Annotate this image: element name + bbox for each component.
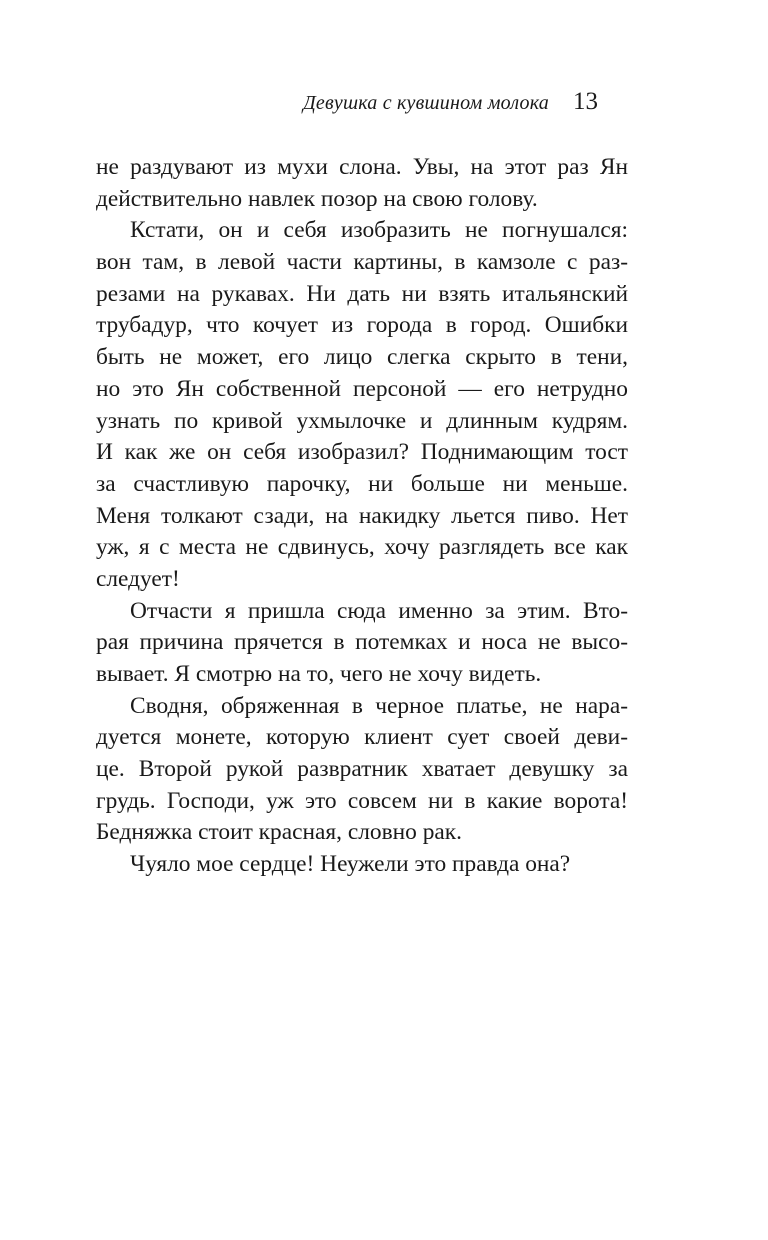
text-line: за счастливую парочку, ни больше ни меньше. — [96, 470, 628, 497]
text-line: быть не может, его лицо слегка скрыто в тени, — [96, 344, 628, 371]
text-line: И как же он себя изобразил? Поднимающим тост — [96, 439, 628, 466]
body-text — [96, 152, 628, 881]
text-line: но это Ян собственной персоной — его нетрудно — [96, 375, 628, 402]
text-line: рая причина прячется в потемках и носа не высо- — [96, 629, 628, 656]
text-line: Бедняжка стоит красная, словно рак. — [96, 819, 462, 846]
text-line: Сводня, обряженная в черное платье, не нара- — [130, 692, 628, 719]
text-line: действительно навлек позор на свою голову. — [96, 185, 538, 212]
text-line: вывает. Я смотрю на то, чего не хочу видеть. — [96, 661, 542, 687]
text-line: це. Второй рукой развратник хватает девушку за — [96, 756, 628, 783]
text-line: Отчасти я пришла сюда именно за этим. Вто- — [130, 597, 628, 624]
text-line: дуется монете, которую клиент сует своей деви- — [96, 724, 628, 751]
text-line: грудь. Господи, уж это совсем ни в какие ворота! — [96, 787, 628, 814]
text-line: следует! — [96, 565, 180, 592]
text-line: Чуяло мое сердце! Неужели это правда она? — [130, 851, 571, 878]
text-line: уж, я с места не сдвинусь, хочу разглядеть все как — [96, 534, 628, 561]
text-line: не раздувают из мухи слона. Увы, на этот раз Ян — [96, 154, 628, 180]
page-number: 13 — [573, 88, 598, 115]
text-line: Кстати, он и себя изобразить не погнушался: — [130, 217, 628, 244]
text-line: трубадур, что кочует из города в город. Ошибки — [96, 312, 628, 339]
text-line: Меня толкают сзади, на накидку льется пиво. Нет — [96, 502, 628, 529]
text-line: узнать по кривой ухмылочке и длинным кудрям. — [96, 407, 628, 434]
text-line: резами на рукавах. Ни дать ни взять итальянский — [96, 280, 628, 307]
running-head — [96, 88, 598, 124]
text-line: вон там, в левой части картины, в камзоле с раз- — [96, 249, 628, 276]
running-title: Девушка с кувшином молока — [302, 92, 549, 114]
